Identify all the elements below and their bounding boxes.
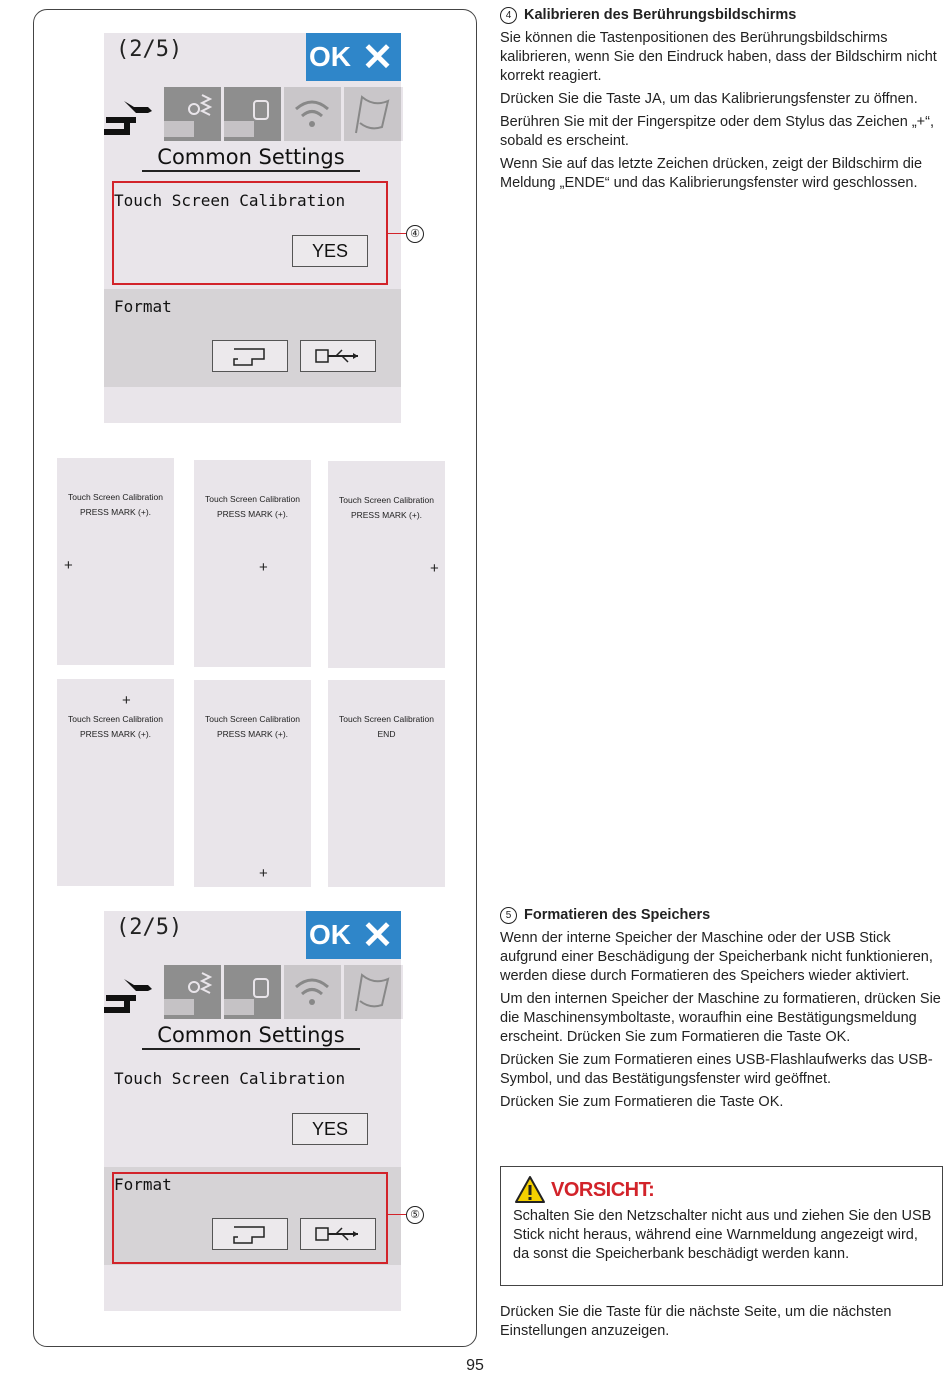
calibration-label: Touch Screen Calibration [114,191,346,210]
close-button[interactable]: ✕ [354,911,401,959]
calibration-panel-4 [57,679,174,886]
warning-title: VORSICHT: [551,1179,655,1201]
paragraph: Sie können die Tastenpositionen des Berührungsbildschirms kalibrieren, wenn Sie den Eindruck haben, dass der Bildschirm nicht korrekt reagiert. [500,30,937,84]
calibration-mark[interactable]: + [64,557,73,574]
section-title: Formatieren des Speichers [524,907,711,923]
format-label: Format [114,1175,172,1194]
format-section [104,289,401,387]
tab-common-settings[interactable] [104,965,163,1019]
calibration-mark[interactable]: + [430,560,439,577]
paragraph: Wenn der interne Speicher der Maschine oder der USB Stick aufgrund einer Beschädigung der Speicherbank nicht funktionieren, werden diese durch Formatieren des Speichers wieder aktiviert. [500,930,933,984]
wifi-icon [284,965,341,1019]
calibration-panel-5 [194,680,311,887]
wifi-icon [284,87,341,141]
panel-title: Touch Screen Calibration [339,495,434,505]
highlight-calibration [112,181,388,285]
page-title: Common Settings [142,145,360,172]
paragraph: Drücken Sie zum Formatieren die Taste OK. [500,1094,784,1110]
callout-line-5 [386,1214,406,1215]
language-icon [344,87,401,141]
settings-tabs [104,87,401,141]
highlight-format [112,1172,388,1264]
page-counter: (2/5) [116,37,183,62]
screen-header [104,33,306,85]
section-5 [500,906,942,1116]
ok-button[interactable]: OK [306,911,354,959]
page-number: 95 [466,1357,484,1374]
panel-message: PRESS MARK (+). [216,729,289,739]
tab-embroidery-settings[interactable] [224,87,283,141]
tab-language-settings[interactable] [344,965,403,1019]
section-5-heading [500,906,942,925]
panel-title: Touch Screen Calibration [205,714,300,724]
format-machine-button[interactable] [212,340,288,372]
tab-embroidery-settings[interactable] [224,965,283,1019]
sewing-machine-icon [230,345,270,367]
language-icon [344,965,401,1019]
tab-wifi-settings[interactable] [284,87,343,141]
calibration-panel-3 [328,461,445,668]
calibration-panel-6 [328,680,445,887]
tab-sewing-settings[interactable] [164,965,223,1019]
panel-title: Touch Screen Calibration [205,494,300,504]
panel-message: PRESS MARK (+). [79,729,152,739]
tab-wifi-settings[interactable] [284,965,343,1019]
calibration-panel-2 [194,460,311,667]
sewing-settings-icon [164,87,221,141]
tab-language-settings[interactable] [344,87,403,141]
close-button[interactable]: ✕ [354,33,401,81]
ok-button[interactable]: OK [306,33,354,81]
yes-button[interactable]: YES [292,235,368,267]
calibration-mark[interactable]: + [259,559,268,576]
section-number: 4 [500,7,517,24]
calibration-mark[interactable]: + [122,692,131,709]
yes-button[interactable]: YES [292,1113,368,1145]
panel-title: Touch Screen Calibration [68,714,163,724]
warning-triangle-icon [514,1175,546,1205]
panel-message: PRESS MARK (+). [79,507,152,517]
format-usb-button[interactable] [300,340,376,372]
panel-title: Touch Screen Calibration [68,492,163,502]
usb-icon [314,345,362,367]
sewing-settings-icon [164,965,221,1019]
tab-common-settings[interactable] [104,87,163,141]
paragraph: Drücken Sie zum Formatieren eines USB-Flashlaufwerks das USB-Symbol, und das Bestätigungsfenster wird geöffnet. [500,1052,933,1087]
section-number: 5 [500,907,517,924]
section-4-heading [500,6,942,25]
paragraph: Drücken Sie die Taste JA, um das Kalibrierungsfenster zu öffnen. [500,91,918,107]
embroidery-settings-icon [224,87,281,141]
panel-title: Touch Screen Calibration [339,714,434,724]
warning-body: Schalten Sie den Netzschalter nicht aus und ziehen Sie den USB Stick nicht heraus, während eine Warnmeldung angezeigt wird, da sonst die Speicherbank beschädigt werden kann. [513,1208,932,1262]
page-counter: (2/5) [116,915,183,940]
warning-box [500,1166,943,1286]
panel-message: PRESS MARK (+). [216,509,289,519]
embroidery-settings-icon [224,965,281,1019]
paragraph: Berühren Sie mit der Fingerspitze oder dem Stylus das Zeichen „+“, sobald es erscheint. [500,114,934,149]
section-4 [500,6,942,197]
page-title: Common Settings [142,1023,360,1050]
screen-header [104,911,306,963]
calibration-mark[interactable]: + [259,865,268,882]
settings-icon [104,965,161,1019]
panel-message: END [377,729,396,739]
callout-line-4 [386,233,406,234]
callout-4: ④ [406,225,424,243]
settings-icon [104,87,161,141]
calibration-panel-1 [57,458,174,665]
calibration-label: Touch Screen Calibration [114,1069,346,1088]
paragraph: Um den internen Speicher der Maschine zu formatieren, drücken Sie die Maschinensymboltaste, woraufhin eine Bestätigungsmeldung erscheint. Drücken Sie zum Formatieren die Taste OK. [500,991,941,1045]
panel-message: PRESS MARK (+). [350,510,423,520]
format-label: Format [114,297,172,316]
footer-note: Drücken Sie die Taste für die nächste Seite, um die nächsten Einstellungen anzuzeigen. [500,1304,892,1339]
section-title: Kalibrieren des Berührungsbildschirms [524,7,797,23]
tab-sewing-settings[interactable] [164,87,223,141]
paragraph: Wenn Sie auf das letzte Zeichen drücken, zeigt der Bildschirm die Meldung „ENDE“ und das Kalibrierungsfenster wird geschlossen. [500,156,923,191]
settings-tabs [104,965,401,1019]
callout-5: ⑤ [406,1206,424,1224]
